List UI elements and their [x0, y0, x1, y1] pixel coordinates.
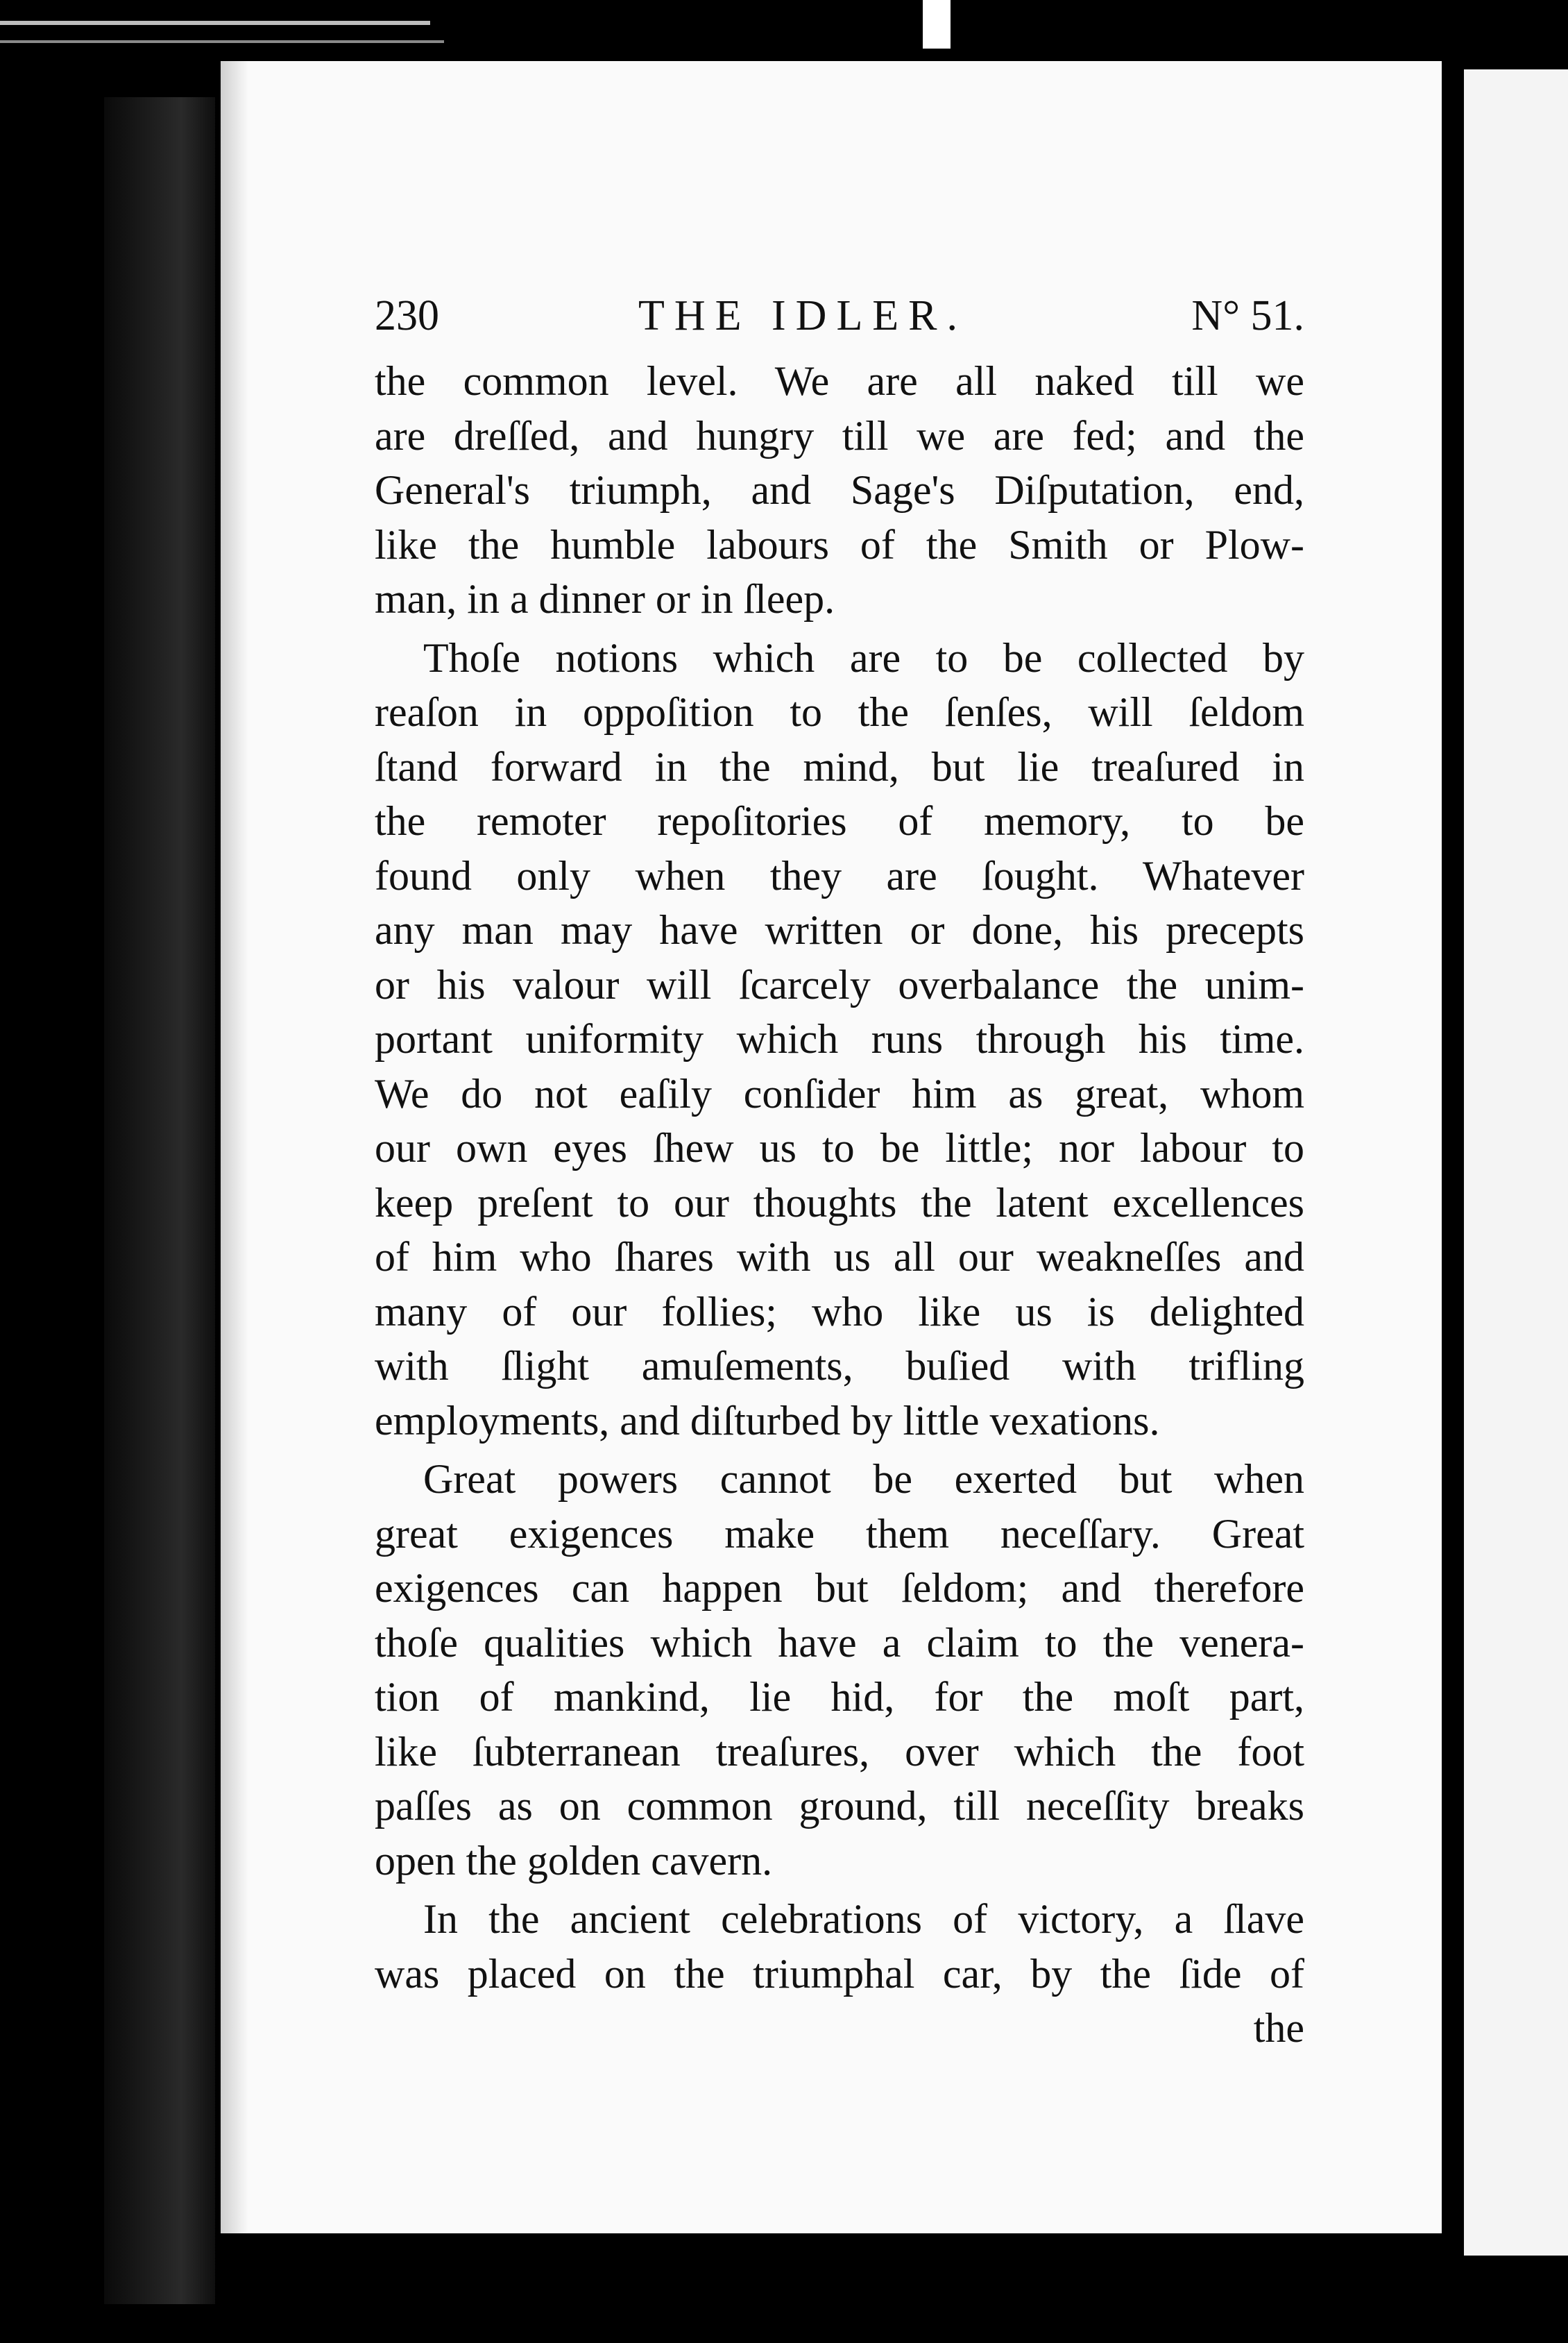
text-line: We do not eaſily conſider him as great, whom — [375, 1070, 1304, 1117]
top-edge-rule-secondary — [0, 40, 444, 43]
text-line: exigences can happen but ſeldom; and therefore — [375, 1565, 1304, 1611]
text-line: with ſlight amuſements, buſied with trifling — [375, 1343, 1304, 1389]
text-line: thoſe qualities which have a claim to the venera- — [375, 1619, 1304, 1666]
top-edge-rule — [0, 21, 430, 25]
text-line: the common level. We are all naked till we — [375, 358, 1304, 404]
paragraph-first-line: Thoſe notions which are to be collected by — [423, 634, 1304, 681]
text-line: employments, and diſturbed by little vexations. — [375, 1397, 1160, 1444]
text-line: General's triumph, and Sage's Diſputation, end, — [375, 467, 1304, 513]
paragraph-first-line: Great powers cannot be exerted but when — [423, 1456, 1304, 1502]
text-line: reaſon in oppoſition to the ſenſes, will ſeldom — [375, 689, 1304, 735]
text-line: portant uniformity which runs through his time. — [375, 1016, 1304, 1062]
page-gutter-shadow — [221, 61, 248, 2233]
catchword: the — [1253, 2005, 1304, 2051]
page-text — [375, 291, 1304, 2056]
text-line: or his valour will ſcarcely overbalance the unim- — [375, 961, 1304, 1008]
text-line: open the golden cavern. — [375, 1837, 773, 1884]
text-line: the remoter repoſitories of memory, to be — [375, 798, 1304, 844]
running-head — [375, 291, 1304, 354]
text-line: many of our follies; who like us is delighted — [375, 1288, 1304, 1335]
text-line: are dreſſed, and hungry till we are fed; and the — [375, 412, 1304, 459]
text-line: tion of mankind, lie hid, for the moſt part, — [375, 1674, 1304, 1720]
text-line: like ſubterranean treaſures, over which the foot — [375, 1728, 1304, 1775]
paper-tear-mark — [923, 0, 951, 49]
text-line: paſſes as on common ground, till neceſſity breaks — [375, 1783, 1304, 1829]
text-line: ſtand forward in the mind, but lie treaſured in — [375, 743, 1304, 790]
book-fore-edge — [104, 97, 215, 2304]
text-line: like the humble labours of the Smith or Plow- — [375, 521, 1304, 568]
text-line: our own eyes ſhew us to be little; nor labour to — [375, 1125, 1304, 1171]
paragraph-first-line: In the ancient celebrations of victory, a ſlave — [423, 1896, 1304, 1942]
text-line: of him who ſhares with us all our weakneſſes and — [375, 1234, 1304, 1280]
issue-number: N° 51. — [1191, 292, 1304, 339]
facing-page-edge — [1464, 69, 1568, 2256]
text-line: was placed on the triumphal car, by the ſide of — [375, 1950, 1304, 1997]
text-line: keep preſent to our thoughts the latent excellences — [375, 1179, 1304, 1226]
text-line: any man may have written or done, his precepts — [375, 907, 1304, 953]
page-number: 230 — [375, 292, 439, 339]
running-title: THE IDLER. — [638, 292, 968, 339]
text-line: found only when they are ſought. Whatever — [375, 852, 1304, 899]
text-line: man, in a dinner or in ſleep. — [375, 576, 835, 622]
text-line: great exigences make them neceſſary. Great — [375, 1510, 1304, 1557]
